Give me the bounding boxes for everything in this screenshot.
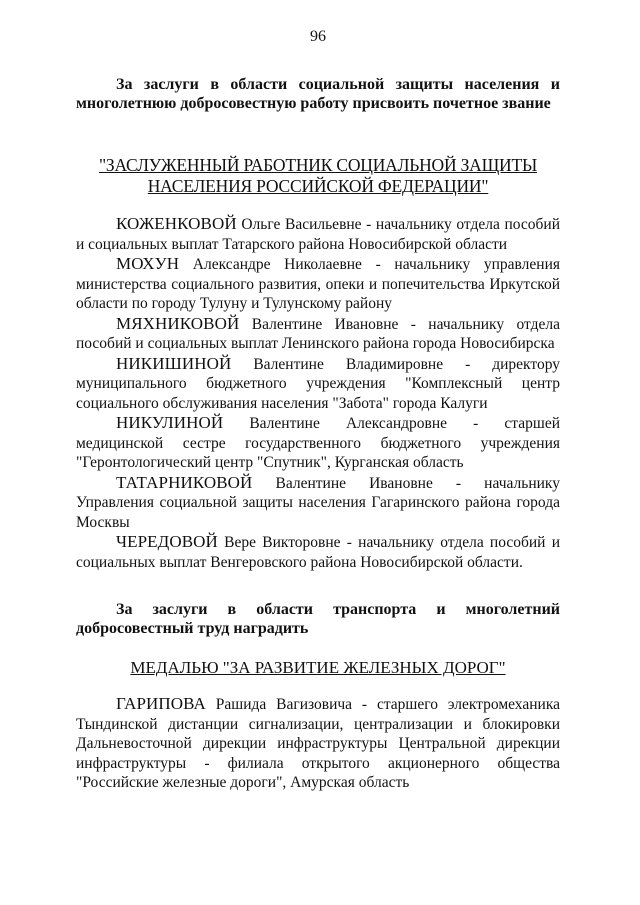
award-entry [76,413,560,473]
entry-text: Валентине Ивановне - начальнику Управления социальной защиты населения Гагаринского района города Москвы [76,474,560,531]
entry-text: Вере Викторовне - начальнику отдела пособий и социальных выплат Венгеровского района Новосибирской области. [76,534,560,571]
entry-surname: ЧЕРЕДОВОЙ [116,532,218,551]
entry-text: Валентине Александровне - старшей медицинской сестре государственного бюджетного учреждения "Геронтологический центр "Спутник", Курганская область [76,415,560,471]
entry-text: Александре Николаевне - начальнику управления министерства социального развития, опеки и попечительства Иркутской области по городу Тулуну и Тулунскому району [76,256,560,312]
entry-surname: МОХУН [116,254,180,273]
section1-title-line1: "ЗАСЛУЖЕННЫЙ РАБОТНИК СОЦИАЛЬНОЙ ЗАЩИТЫ [98,155,538,175]
award-entry [76,254,560,314]
award-entry [76,694,560,793]
entry-surname: МЯХНИКОВОЙ [116,313,240,333]
entry-text: Валентине Ивановне - начальнику отдела пособий и социальных выплат Ленинского района города Новосибирска [76,315,560,352]
section2-title: МЕДАЛЬЮ "ЗА РАЗВИТИЕ ЖЕЛЕЗНЫХ ДОРОГ" [130,658,506,677]
entry-text: Ольге Васильевне - начальнику отдела пособий и социальных выплат Татарского района Новосибирской области [76,216,560,253]
entry-surname: ГАРИПОВА [116,694,206,713]
entry-text: Валентине Владимировне - директору муниципального бюджетного учреждения "Комплексный центр социального обслуживания населения "Забота" города Калуги [76,355,560,412]
entry-text: Рашида Вагизовича - старшего электромеханика Тындинской дистанции сигнализации, централизации и блокировки Дальневосточной дирекции инфраструктуры Центральной дирекции инфраструктуры - филиала открытого акционерного общества "Российские железные дороги", Амурская область [76,696,560,791]
award-entry [76,214,560,254]
section1-entries [76,214,560,572]
entry-surname: ТАТАРНИКОВОЙ [116,472,253,492]
entry-surname: НИКУЛИНОЙ [116,413,224,432]
section1-title-line2: НАСЕЛЕНИЯ РОССИЙСКОЙ ФЕДЕРАЦИИ" [147,176,489,196]
page-number: 96 [310,28,326,45]
section1-intro: За заслуги в области социальной защиты населения и многолетнюю добросовестную работу присвоить почетное звание [76,76,560,112]
section2-entries [76,694,560,793]
award-entry [76,314,560,354]
entry-surname: НИКИШИНОЙ [116,353,232,373]
award-entry [76,532,560,572]
section2-intro: За заслуги в области транспорта и многолетний добросовестный труд наградить [76,601,560,637]
entry-surname: КОЖЕНКОВОЙ [116,214,237,233]
award-entry [76,473,560,533]
award-entry [76,354,560,414]
